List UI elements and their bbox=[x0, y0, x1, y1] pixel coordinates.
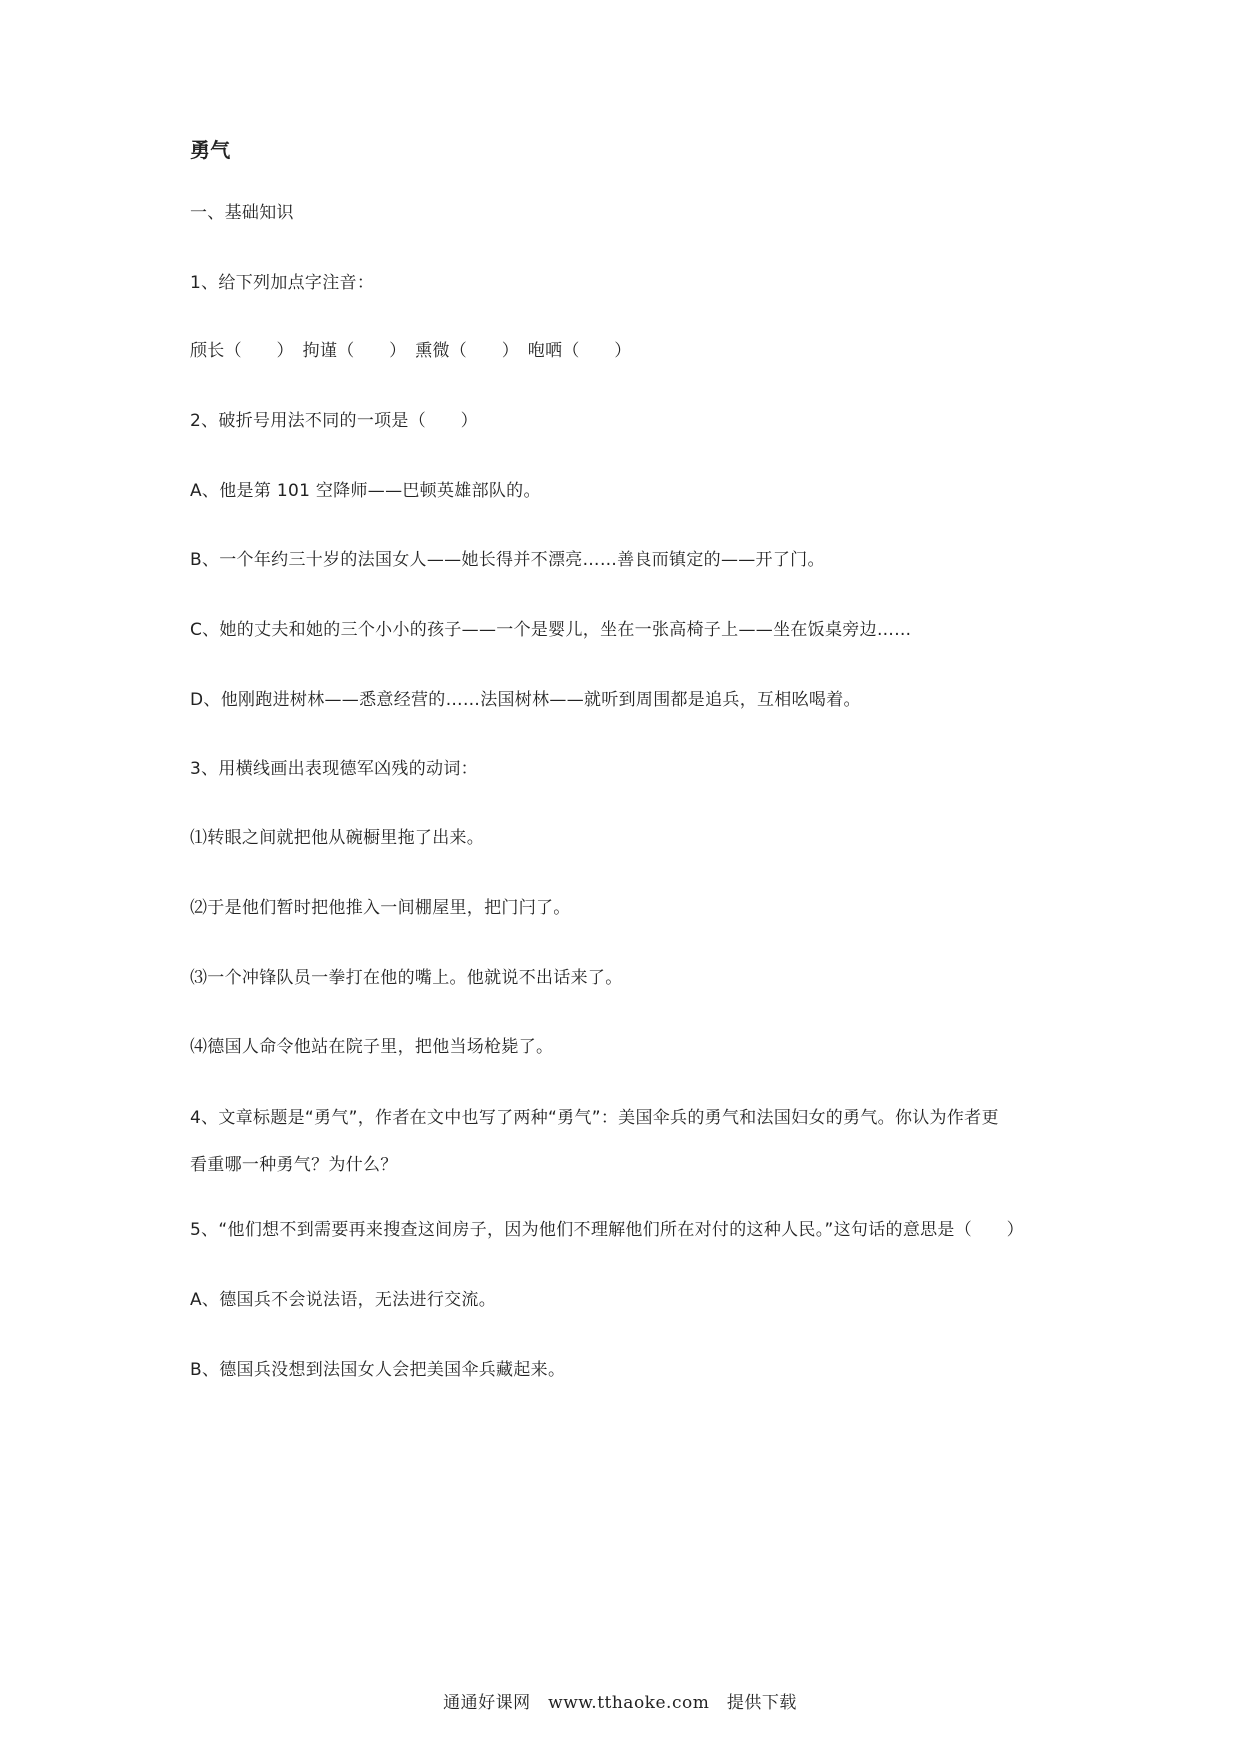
question-5-option-b: B、德国兵没想到法国女人会把美国伞兵藏起来。 bbox=[190, 1360, 566, 1380]
question-3-prompt: 3、用横线画出表现德军凶残的动词： bbox=[190, 759, 478, 779]
question-3-item-4: ⑷德国人命令他站在院子里，把他当场枪毙了。 bbox=[190, 1037, 554, 1057]
question-2-option-b: B、一个年约三十岁的法国女人——她长得并不漂亮……善良而镇定的——开了门。 bbox=[190, 550, 825, 570]
question-5-option-a: A、德国兵不会说法语，无法进行交流。 bbox=[190, 1290, 497, 1310]
question-4-line-1: 4、文章标题是“勇气”，作者在文中也写了两种“勇气”：美国伞兵的勇气和法国妇女的勇气。你认为作者更 bbox=[190, 1108, 999, 1128]
question-2-option-c: C、她的丈夫和她的三个小小的孩子——一个是婴儿，坐在一张高椅子上——坐在饭桌旁边…… bbox=[190, 620, 912, 640]
question-2-option-d: D、他刚跑进树林——悉意经营的……法国树林——就听到周围都是追兵，互相吆喝着。 bbox=[190, 690, 861, 710]
question-5-prompt: 5、“他们想不到需要再来搜查这间房子，因为他们不理解他们所在对付的这种人民。”这句话的意思是（ ） bbox=[190, 1220, 1024, 1240]
question-3-item-2: ⑵于是他们暂时把他推入一间棚屋里，把门闩了。 bbox=[190, 898, 571, 918]
question-3-item-3: ⑶一个冲锋队员一拳打在他的嘴上。他就说不出话来了。 bbox=[190, 968, 623, 988]
section-heading: 一、基础知识 bbox=[190, 203, 294, 223]
question-4-line-2: 看重哪一种勇气？为什么？ bbox=[190, 1155, 398, 1175]
question-1-items: 颀长（ ） 拘谨（ ） 熏微（ ） 咆哂（ ） bbox=[190, 341, 632, 361]
page-title: 勇气 bbox=[190, 138, 231, 162]
question-3-item-1: ⑴转眼之间就把他从碗橱里拖了出来。 bbox=[190, 828, 485, 848]
question-1-prompt: 1、给下列加点字注音： bbox=[190, 273, 375, 293]
question-2-option-a: A、他是第 101 空降师——巴顿英雄部队的。 bbox=[190, 481, 541, 501]
question-2-prompt: 2、破折号用法不同的一项是（ ） bbox=[190, 411, 478, 431]
page-footer: 通通好课网 www.tthaoke.com 提供下载 bbox=[443, 1693, 797, 1713]
